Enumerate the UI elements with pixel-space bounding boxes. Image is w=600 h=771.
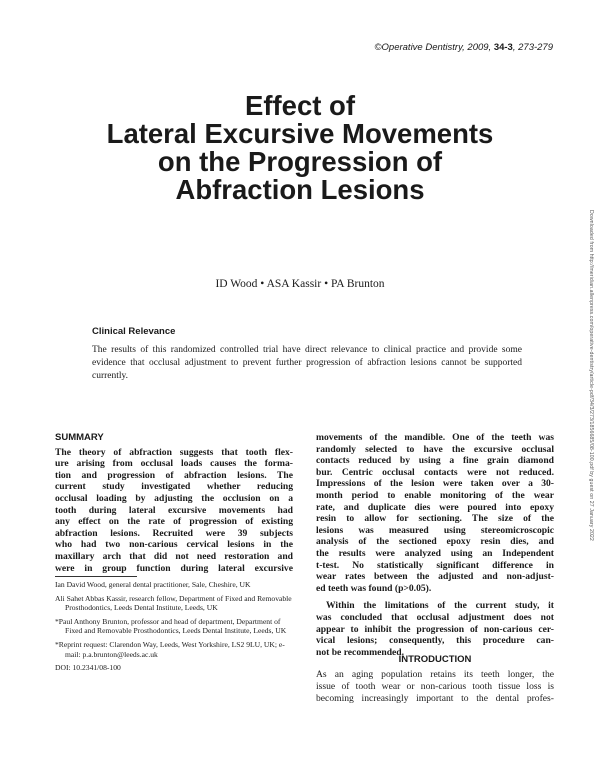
left-column bbox=[55, 432, 293, 574]
citation-pages: , 273-279 bbox=[512, 42, 553, 53]
title-line: on the Progression of bbox=[157, 146, 443, 177]
summary-text-left bbox=[55, 447, 293, 575]
summary-line: occlusal loading by adjusting the occlusion on a bbox=[55, 492, 293, 504]
summary-line: vical lesions; consequently, this procedure can- bbox=[316, 635, 554, 647]
summary-line: any effect on the rate of progression of existing bbox=[55, 516, 293, 528]
summary-line: randomly selected to have the excursive occlusal bbox=[316, 443, 554, 455]
summary-line: lesions was measured using stereomicroscopic bbox=[316, 524, 554, 536]
title-line: Abfraction Lesions bbox=[175, 174, 425, 205]
article-title bbox=[0, 92, 600, 204]
summary-line: movements of the mandible. One of the teeth was bbox=[316, 432, 554, 443]
summary-line: current study investigated whether reducing bbox=[55, 481, 293, 493]
footnote: Ali Sahet Abbas Kassir, research fellow, Department of Fixed and Removable Prosthodontics, Leeds Dental Institute, Leeds, UK bbox=[55, 593, 292, 613]
summary-line: were in group function during lateral excursive bbox=[55, 562, 293, 574]
summary-line: who had two non-carious cervical lesions in the bbox=[55, 539, 293, 551]
title-line: Effect of bbox=[245, 90, 355, 121]
journal-citation bbox=[375, 42, 553, 53]
intro-line: becoming increasingly important to the dental profes- bbox=[316, 693, 554, 704]
footnote: *Paul Anthony Brunton, professor and head of department, Department of Fixed and Removable Prosthodontics, Leeds Dental Institute, Leeds, UK bbox=[55, 616, 287, 636]
summary-line: The theory of abfraction suggests that tooth flex- bbox=[55, 446, 293, 458]
summary-line: Within the limitations of the current study, it bbox=[326, 600, 554, 612]
summary-line: wear rates between the adjusted and non-adjust- bbox=[316, 571, 554, 583]
summary-line: not be recommended. bbox=[316, 646, 405, 658]
clinical-relevance-heading: Clinical Relevance bbox=[92, 326, 176, 337]
introduction-heading: INTRODUCTION bbox=[398, 654, 472, 665]
right-column bbox=[316, 432, 554, 658]
title-line: Lateral Excursive Movements bbox=[106, 118, 494, 149]
summary-line: rate, and duplicate dies were poured into epoxy bbox=[316, 501, 554, 513]
summary-line: the results were analyzed using an Independent bbox=[316, 547, 554, 559]
summary-heading: SUMMARY bbox=[55, 432, 104, 443]
intro-line: As an aging population retains its teeth longer, the bbox=[316, 669, 554, 680]
download-watermark: Downloaded from http://meridian.allenpress.com/operative-dentistry/article-pdf/34/3/273/1856685/08-100.pdf by guest on 27 January 2022 bbox=[588, 210, 594, 541]
summary-conclusion bbox=[316, 600, 554, 658]
summary-line: ure arising from occlusal loads causes the forma- bbox=[55, 458, 293, 470]
summary-line: was concluded that occlusal adjustment does not bbox=[316, 611, 554, 623]
footnote: Ian David Wood, general dental practitioner, Sale, Cheshire, UK bbox=[55, 580, 251, 589]
summary-line: Impressions of the lesion were taken over a 30- bbox=[316, 478, 554, 490]
summary-line: tooth during lateral excursive movements had bbox=[55, 504, 293, 516]
summary-line: maxillary arch that did not need restoration and bbox=[55, 550, 293, 562]
citation-volume: 34-3 bbox=[493, 42, 513, 53]
intro-line: issue of tooth wear or non-carious tooth tissue loss is bbox=[316, 681, 554, 692]
summary-line: t-test. No statistically significant difference in bbox=[316, 559, 554, 571]
summary-line: resin to allow for sectioning. The size of the bbox=[316, 513, 554, 525]
summary-line: ed teeth was found (p>0.05). bbox=[316, 582, 432, 594]
summary-line: tion and progression of abfraction lesions. The bbox=[55, 469, 293, 481]
summary-line: bur. Centric occlusal contacts were not reduced. bbox=[316, 466, 554, 478]
author-footnotes bbox=[55, 580, 295, 677]
introduction-text bbox=[316, 669, 554, 705]
doi: DOI: 10.2341/08-100 bbox=[55, 663, 121, 673]
summary-text-right bbox=[316, 432, 554, 594]
summary-line: analysis of the sectioned epoxy resin dies, and bbox=[316, 536, 554, 548]
footnote: *Reprint request: Clarendon Way, Leeds, West Yorkshire, LS2 9LU, UK; e-mail: p.a.brunton@leeds.ac.uk bbox=[55, 639, 285, 659]
summary-line: contacts reduced by using a fine grain diamond bbox=[316, 455, 554, 467]
author-list: ID Wood • ASA Kassir • PA Brunton bbox=[215, 278, 385, 290]
citation-prefix: ©Operative Dentistry, 2009, bbox=[374, 42, 494, 53]
summary-line: month period to enable monitoring of the wear bbox=[316, 489, 554, 501]
clinical-relevance-text: The results of this randomized controlled trial have direct relevance to clinical practice and provide some evidence that occlusal adjustment to prevent further progression of abfraction lesions cannot be supported currently. bbox=[92, 345, 522, 382]
summary-line: appear to inhibit the progression of non-carious cer- bbox=[316, 623, 554, 635]
summary-line: abfraction lesions. Recruited were 39 subjects bbox=[55, 527, 293, 539]
footnote-divider bbox=[55, 576, 137, 577]
